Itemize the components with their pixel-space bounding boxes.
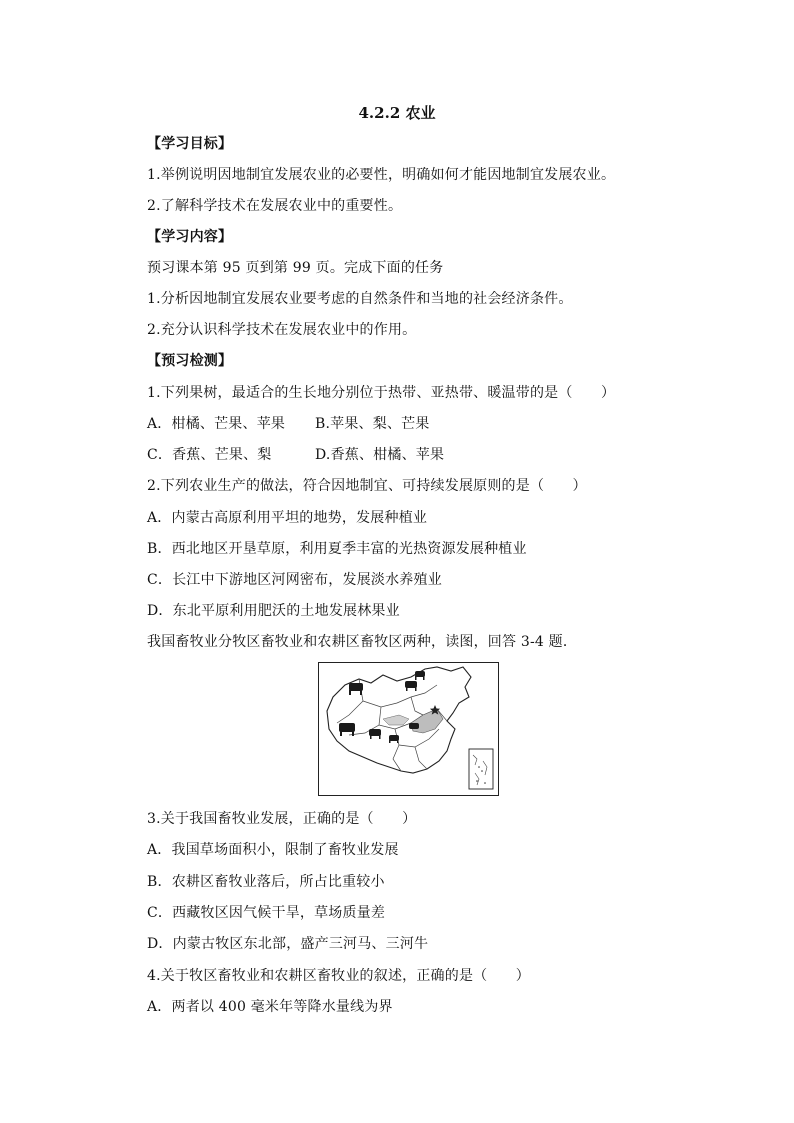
goal-item-2: 2.了解科学技术在发展农业中的重要性。	[147, 198, 403, 214]
q3-option-c: C．西藏牧区因气候干旱，草场质量差	[147, 905, 386, 921]
map-intro: 我国畜牧业分牧区畜牧业和农耕区畜牧区两种，读图，回答 3-4 题．	[147, 634, 578, 650]
q1-option-a: A．柑橘、芒果、苹果	[147, 416, 286, 432]
map-drawing	[319, 663, 497, 794]
q4-stem: 4.关于牧区畜牧业和农耕区畜牧业的叙述，正确的是（ ）	[147, 968, 530, 984]
q4-option-a: A．两者以 400 毫米年等降水量线为界	[147, 999, 393, 1015]
content-heading: 【学习内容】	[147, 229, 233, 245]
q2-option-c: C．长江中下游地区河网密布，发展淡水养殖业	[147, 572, 442, 588]
q2-option-d: D．东北平原利用肥沃的土地发展林果业	[147, 603, 400, 619]
q1-option-b: B.苹果、梨、芒果	[315, 416, 430, 432]
goals-heading: 【学习目标】	[147, 136, 233, 152]
goal-item-1: 1.举例说明因地制宜发展农业的必要性，明确如何才能因地制宜发展农业。	[147, 167, 616, 183]
china-livestock-map	[318, 662, 499, 796]
page-title: 4.2.2 农业	[358, 104, 436, 122]
q2-stem: 2.下列农业生产的做法，符合因地制宜、可持续发展原则的是（ ）	[147, 478, 587, 494]
q3-option-a: A．我国草场面积小，限制了畜牧业发展	[147, 842, 399, 858]
content-item-1: 1.分析因地制宜发展农业要考虑的自然条件和当地的社会经济条件。	[147, 291, 573, 307]
q1-stem: 1.下列果树，最适合的生长地分别位于热带、亚热带、暖温带的是（ ）	[147, 385, 616, 401]
q1-option-d: D.香蕉、柑橘、苹果	[315, 447, 445, 463]
content-intro: 预习课本第 95 页到第 99 页。完成下面的任务	[147, 260, 444, 276]
content-item-2: 2.充分认识科学技术在发展农业中的作用。	[147, 322, 417, 338]
q2-option-b: B．西北地区开垦草原，利用夏季丰富的光热资源发展种植业	[147, 541, 527, 557]
q2-option-a: A．内蒙古高原利用平坦的地势，发展种植业	[147, 510, 428, 526]
q3-option-d: D．内蒙古牧区东北部，盛产三河马、三河牛	[147, 936, 429, 952]
q1-option-c: C．香蕉、芒果、梨	[147, 447, 272, 463]
q3-option-b: B．农耕区畜牧业落后，所占比重较小	[147, 874, 385, 890]
check-heading: 【预习检测】	[147, 353, 233, 369]
q3-stem: 3.关于我国畜牧业发展，正确的是（ ）	[147, 811, 417, 827]
